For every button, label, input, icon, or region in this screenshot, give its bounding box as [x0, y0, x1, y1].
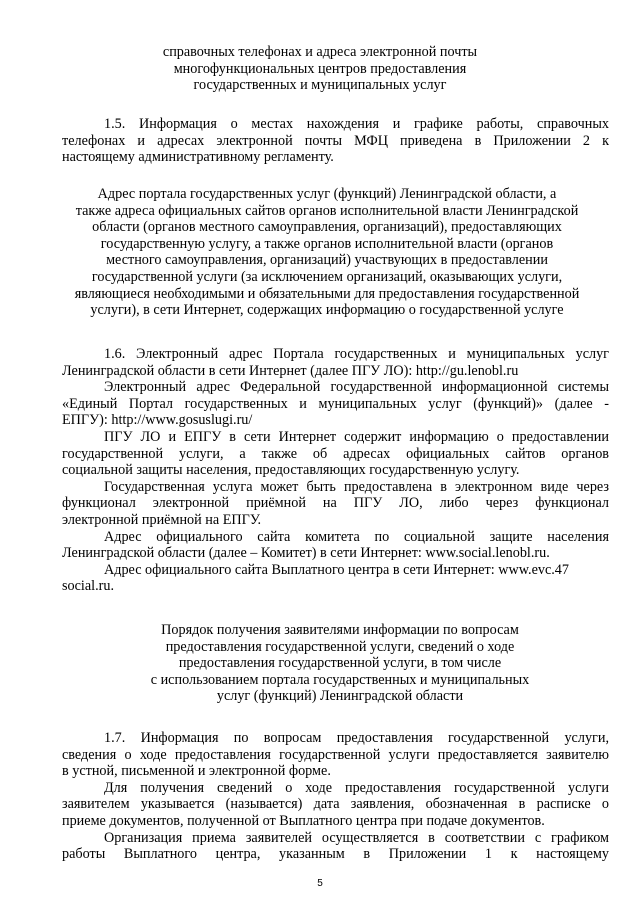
text-line: ПГУ ЛО и ЕПГУ в сети Интернет содержит информацию о предоставлении — [104, 428, 609, 445]
text-line: Ленинградской области (далее – Комитет) в сети Интернет: www.social.lenobl.ru. — [62, 545, 550, 562]
text-line: области (органов местного самоуправления, организаций), предоставляющих — [92, 219, 562, 236]
text-line: в устной, письменной и электронной форме. — [62, 763, 331, 780]
text-line: Адрес портала государственных услуг (функций) Ленинградской области, а — [97, 186, 557, 202]
heading-line: Порядок получения заявителями информации по вопросам — [161, 622, 519, 638]
text-line: «Единый Портал государственных и муниципальных услуг (функций)» (далее - — [62, 395, 609, 412]
text-line: функционал электронной приёмной на ПГУ ЛО, либо через функционал — [62, 495, 609, 512]
heading-line: предоставления государственной услуги, в том числе — [178, 655, 502, 672]
text-line: являющиеся необходимыми и обязательными для предоставления государственной — [74, 285, 580, 302]
text-line: Ленинградской области в сети Интернет (далее ПГУ ЛО): http://gu.lenobl.ru — [62, 362, 519, 379]
text-line: государственную услугу, а также органов исполнительной власти (органов — [100, 235, 554, 252]
text-line: 1.6. Электронный адрес Портала государственных и муниципальных услуг — [104, 346, 609, 362]
text-line: социальной защиты населения, предоставляющих государственную услугу. — [62, 462, 520, 479]
text-line: также адреса официальных сайтов органов исполнительной власти Ленинградской — [75, 202, 579, 219]
text-line: приеме документов, полученной от Выплатного центра при подаче документов. — [62, 812, 545, 829]
heading-line: услуг (функций) Ленинградской области — [216, 688, 464, 705]
text-line: настоящему административному регламенту. — [62, 149, 334, 166]
text-line: Электронный адрес Федеральной государственной информационной системы — [104, 379, 609, 396]
text-line: 1.5. Информация о местах нахождения и графике работы, справочных — [104, 116, 609, 132]
portal-address-paragraph — [40, 186, 614, 319]
text-line: сведения о ходе предоставления государственной услуги предоставляется заявителю — [62, 746, 609, 763]
text-line: электронной приёмной на ЕПГУ. — [62, 511, 262, 528]
heading-line: с использованием портала государственных и муниципальных — [150, 671, 530, 688]
paragraph-1-6 — [62, 346, 609, 595]
text-line: Организация приема заявителей осуществляется в соответствии с графиком — [104, 829, 609, 846]
text-line: Для получения сведений о ходе предоставления государственной услуги — [104, 779, 609, 796]
section-heading-contacts — [40, 44, 600, 94]
text-line: заявителем указывается (называется) дата заявления, обозначенная в расписке о — [62, 796, 609, 813]
heading-line: государственных и муниципальных услуг — [193, 77, 447, 94]
text-line: Адрес официального сайта комитета по социальной защите населения — [104, 528, 609, 545]
text-line: ЕПГУ): http://www.gosuslugi.ru/ — [62, 412, 253, 429]
text-line: телефонах и адресах электронной почты МФЦ приведена в Приложении 2 к — [62, 132, 609, 149]
section-heading-procedure — [60, 622, 620, 705]
heading-line: многофункциональных центров предоставления — [173, 60, 467, 77]
heading-line: предоставления государственной услуги, сведений о ходе — [165, 638, 515, 655]
text-line: social.ru. — [62, 578, 115, 595]
paragraph-1-5 — [62, 116, 609, 166]
heading-line: справочных телефонах и адреса электронной почты — [162, 44, 478, 60]
text-line: государственной услуги (за исключением организаций, оказывающих услуги, — [91, 268, 563, 285]
page-number: 5 — [317, 878, 323, 889]
text-line: государственной услуги, а также об адресах официальных сайтов органов — [62, 445, 609, 462]
text-line: Государственная услуга может быть предоставлена в электронном виде через — [104, 478, 609, 495]
text-line: Адрес официального сайта Выплатного центра в сети Интернет: www.evc.47 — [104, 561, 569, 578]
paragraph-1-7 — [62, 730, 609, 863]
text-line: услуги), в сети Интернет, содержащих информацию о государственной услуге — [90, 302, 564, 319]
text-line: 1.7. Информация по вопросам предоставления государственной услуги, — [104, 730, 609, 746]
text-line: работы Выплатного центра, указанным в Приложении 1 к настоящему — [62, 846, 609, 863]
text-line: местного самоуправления, организаций) участвующих в предоставлении — [106, 252, 548, 269]
